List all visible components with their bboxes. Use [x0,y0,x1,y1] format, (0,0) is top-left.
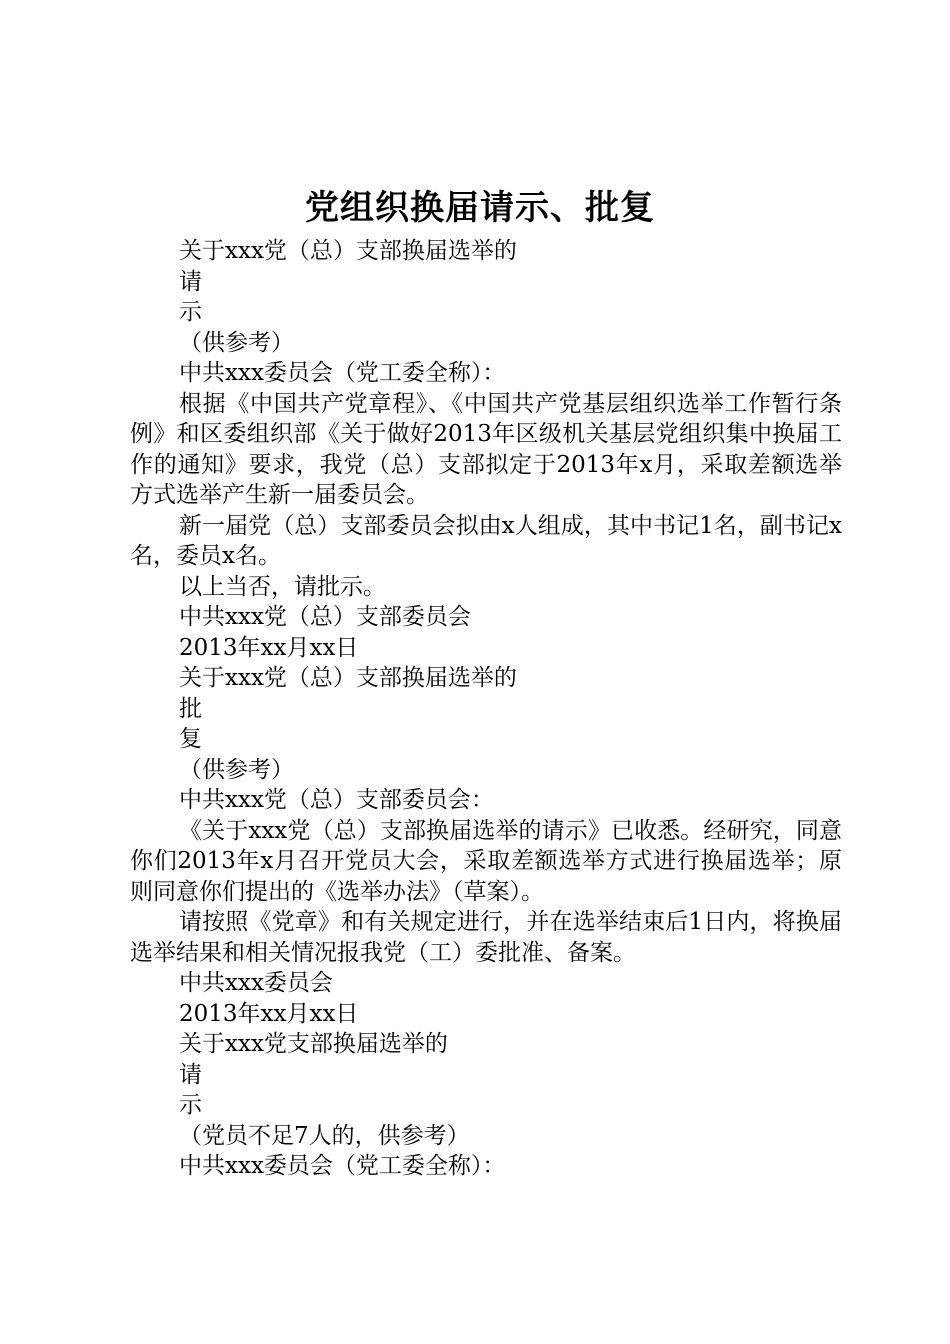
request-heading-line3: 示 [179,299,202,325]
request-heading-line2: 请 [179,268,202,295]
small-branch-heading-line3: 示 [179,1092,202,1118]
reply-paragraph-2: 请按照《党章》和有关规定进行，并在选举结束后1日内，将换届选举结果和相关情况报我党（工）委批准、备案。 [130,909,842,966]
reply-signature: 中共xxx委员会 [179,970,333,996]
request-paragraph-2: 新一届党（总）支部委员会拟由x人组成，其中书记1名，副书记x名，委员x名。 [130,512,842,569]
reply-addressee: 中共xxx党（总）支部委员会： [179,787,494,813]
request-date: 2013年xx月xx日 [179,634,359,661]
request-paragraph-1: 根据《中国共产党章程》、《中国共产党基层组织选举工作暂行条例》和区委组织部《关于做好2013年区级机关基层党组织集中换届工作的通知》要求，我党（总）支部拟定于2013年x月，采取差额选举方式选举产生新一届委员会。 [130,390,842,508]
request-signature: 中共xxx党（总）支部委员会 [179,604,471,630]
reply-heading-line3: 复 [179,726,202,752]
request-addressee: 中共xxx委员会（党工委全称）： [179,360,506,386]
small-branch-heading-line1: 关于xxx党支部换届选举的 [179,1031,448,1057]
reply-date: 2013年xx月xx日 [179,1000,359,1027]
document-title: 党组织换届请示、批复 [305,188,655,228]
small-branch-note: （党员不足7人的，供参考） [179,1122,470,1149]
reply-paragraph-1: 《关于xxx党（总）支部换届选举的请示》已收悉。经研究，同意你们2013年x月召开党员大会，采取差额选举方式进行换届选举；原则同意你们提出的《选举办法》（草案）。 [130,817,842,905]
small-branch-heading-line2: 请 [179,1061,202,1088]
reply-heading-line1: 关于xxx党（总）支部换届选举的 [179,665,517,691]
request-heading-line1: 关于xxx党（总）支部换届选举的 [179,238,517,264]
reply-heading-line2: 批 [179,695,202,722]
request-note: （供参考） [179,329,294,356]
reply-note: （供参考） [179,756,294,783]
document-body [130,236,842,1182]
request-closing: 以上当否，请批示。 [179,573,386,600]
small-branch-addressee: 中共xxx委员会（党工委全称）： [179,1153,506,1179]
